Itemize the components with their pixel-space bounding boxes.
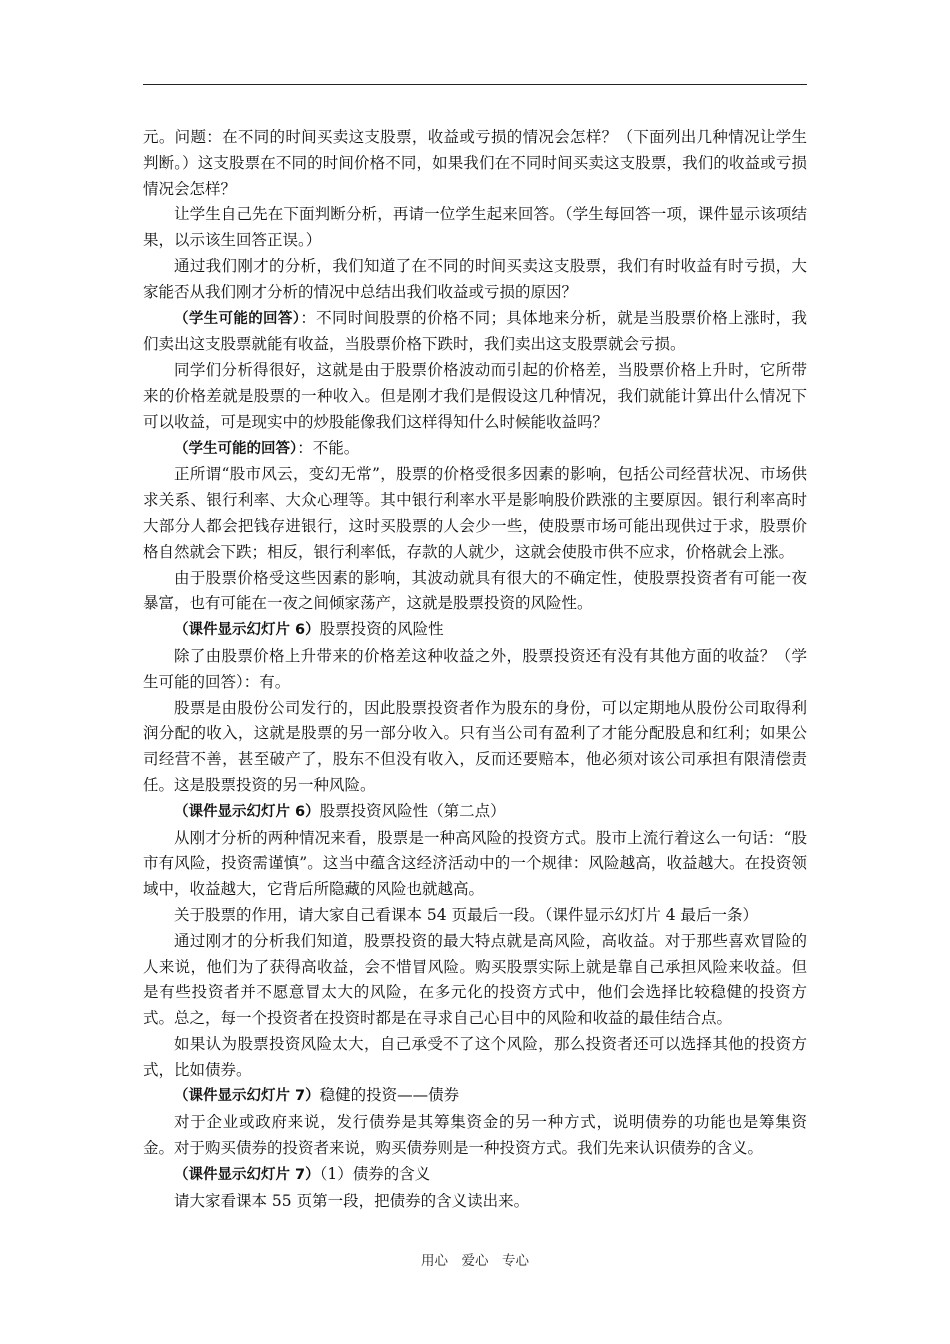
bold-lead: （学生可能的回答） — [174, 440, 298, 457]
paragraph-17 — [143, 1083, 807, 1110]
paragraph-12 — [143, 799, 807, 826]
paragraph-text: 关于股票的作用，请大家自己看课本 54 页最后一段。（课件显示幻灯片 4 最后一条） — [174, 905, 759, 924]
paragraph-1 — [143, 125, 807, 202]
paragraph-10 — [143, 644, 807, 696]
paragraph-text: 稳健的投资——债券 — [319, 1086, 460, 1105]
header-rule — [143, 84, 807, 85]
paragraph-text: 如果认为股票投资风险太大，自己承受不了这个风险，那么投资者还可以选择其他的投资方式，比如债券。 — [143, 1034, 807, 1079]
paragraph-text: ：不能。 — [297, 438, 360, 457]
paragraph-14 — [143, 903, 807, 929]
paragraph-text: 请大家看课本 55 页第一段，把债券的含义读出来。 — [174, 1191, 530, 1210]
bold-lead: （课件显示幻灯片 6） — [174, 622, 320, 639]
paragraph-text: 股票投资风险性（第二点） — [319, 801, 506, 820]
paragraph-19 — [143, 1162, 807, 1189]
paragraph-13 — [143, 826, 807, 903]
paragraph-text: （1）债券的含义 — [319, 1164, 431, 1183]
paragraph-8 — [143, 566, 807, 618]
paragraph-20 — [143, 1189, 807, 1215]
paragraph-16 — [143, 1032, 807, 1084]
bold-lead: （课件显示幻灯片 7） — [174, 1088, 320, 1105]
paragraph-4 — [143, 306, 807, 359]
paragraph-text: 通过刚才的分析我们知道，股票投资的最大特点就是高风险，高收益。对于那些喜欢冒险的人来说，他们为了获得高收益，会不惜冒风险。购买股票实际上就是靠自己承担风险来收益。但是有些投资者并不愿意冒太大的风险，在多元化的投资方式中，他们会选择比较稳健的投资方式。总之，每一个投资者在投资时都是在寻求自己心目中的风险和收益的最佳结合点。 — [143, 931, 807, 1028]
paragraph-text: 正所谓“股市风云，变幻无常”，股票的价格受很多因素的影响，包括公司经营状况、市场供求关系、银行利率、大众心理等。其中银行利率水平是影响股价跌涨的主要原因。银行利率高时大部分人都会把钱存进银行，这时买股票的人会少一些，使股票市场可能出现供过于求，股票价格自然就会下跌；相反，银行利率低，存款的人就少，这就会使股市供不应求，价格就会上涨。 — [143, 465, 807, 561]
paragraph-3 — [143, 254, 807, 306]
paragraph-7 — [143, 462, 807, 565]
paragraph-18 — [143, 1110, 807, 1162]
paragraph-text: 对于企业或政府来说，发行债券是其筹集资金的另一种方式，说明债券的功能也是筹集资金。对于购买债券的投资者来说，购买债券则是一种投资方式。我们先来认识债券的含义。 — [143, 1113, 807, 1158]
paragraph-9 — [143, 617, 807, 644]
paragraph-11 — [143, 696, 807, 799]
paragraph-text: 股票是由股份公司发行的，因此股票投资者作为股东的身份，可以定期地从股份公司取得利润分配的收入，这就是股票的另一部分收入。只有当公司有盈利了才能分配股息和红利；如果公司经营不善，甚至破产了，股东不但没有收入，反而还要赔本，他必须对该公司承担有限清偿责任。这是股票投资的另一种风险。 — [143, 698, 807, 794]
paragraph-text: 股票投资的风险性 — [319, 620, 444, 639]
document-body — [143, 125, 807, 1214]
paragraph-text: 让学生自己先在下面判断分析，再请一位学生起来回答。（学生每回答一项，课件显示该项结果，以示该生回答正误。） — [143, 205, 807, 250]
paragraph-text: 从刚才分析的两种情况来看，股票是一种高风险的投资方式。股市上流行着这么一句话：“股市有风险，投资需谨慎”。这当中蕴含这经济活动中的一个规律：风险越高，收益越大。在投资领域中，收益越大，它背后所隐藏的风险也就越高。 — [143, 828, 807, 899]
paragraph-6 — [143, 436, 807, 463]
paragraph-text: 元。问题：在不同的时间买卖这支股票，收益或亏损的情况会怎样？（下面列出几种情况让学生判断。）这支股票在不同的时间价格不同，如果我们在不同时间买卖这支股票，我们的收益或亏损情况会怎样？ — [143, 128, 807, 198]
paragraph-text: 同学们分析得很好，这就是由于股票价格波动而引起的价格差，当股票价格上升时，它所带来的价格差就是股票的一种收入。但是刚才我们是假设这几种情况，我们就能计算出什么情况下可以收益，可是现实中的炒股能像我们这样得知什么时候能收益吗？ — [143, 361, 807, 431]
paragraph-2 — [143, 202, 807, 254]
bold-lead: （课件显示幻灯片 6） — [174, 803, 320, 820]
paragraph-15 — [143, 929, 807, 1032]
paragraph-text: 由于股票价格受这些因素的影响，其波动就具有很大的不确定性，使股票投资者有可能一夜暴富，也有可能在一夜之间倾家荡产，这就是股票投资的风险性。 — [143, 568, 807, 613]
paragraph-text: 通过我们刚才的分析，我们知道了在不同的时间买卖这支股票，我们有时收益有时亏损，大家能否从我们刚才分析的情况中总结出我们收益或亏损的原因？ — [143, 256, 807, 301]
bold-lead: （课件显示幻灯片 7） — [174, 1166, 320, 1183]
paragraph-text: 除了由股票价格上升带来的价格差这种收益之外，股票投资还有没有其他方面的收益？（学生可能的回答）：有。 — [143, 646, 807, 691]
page-footer: 用心 爱心 专心 — [421, 1253, 529, 1269]
paragraph-5 — [143, 358, 807, 435]
bold-lead: （学生可能的回答） — [174, 310, 301, 327]
paragraph-text: ：不同时间股票的价格不同；具体地来分析，就是当股票价格上涨时，我们卖出这支股票就能有收益，当股票价格下跌时，我们卖出这支股票就会亏损。 — [143, 308, 807, 354]
